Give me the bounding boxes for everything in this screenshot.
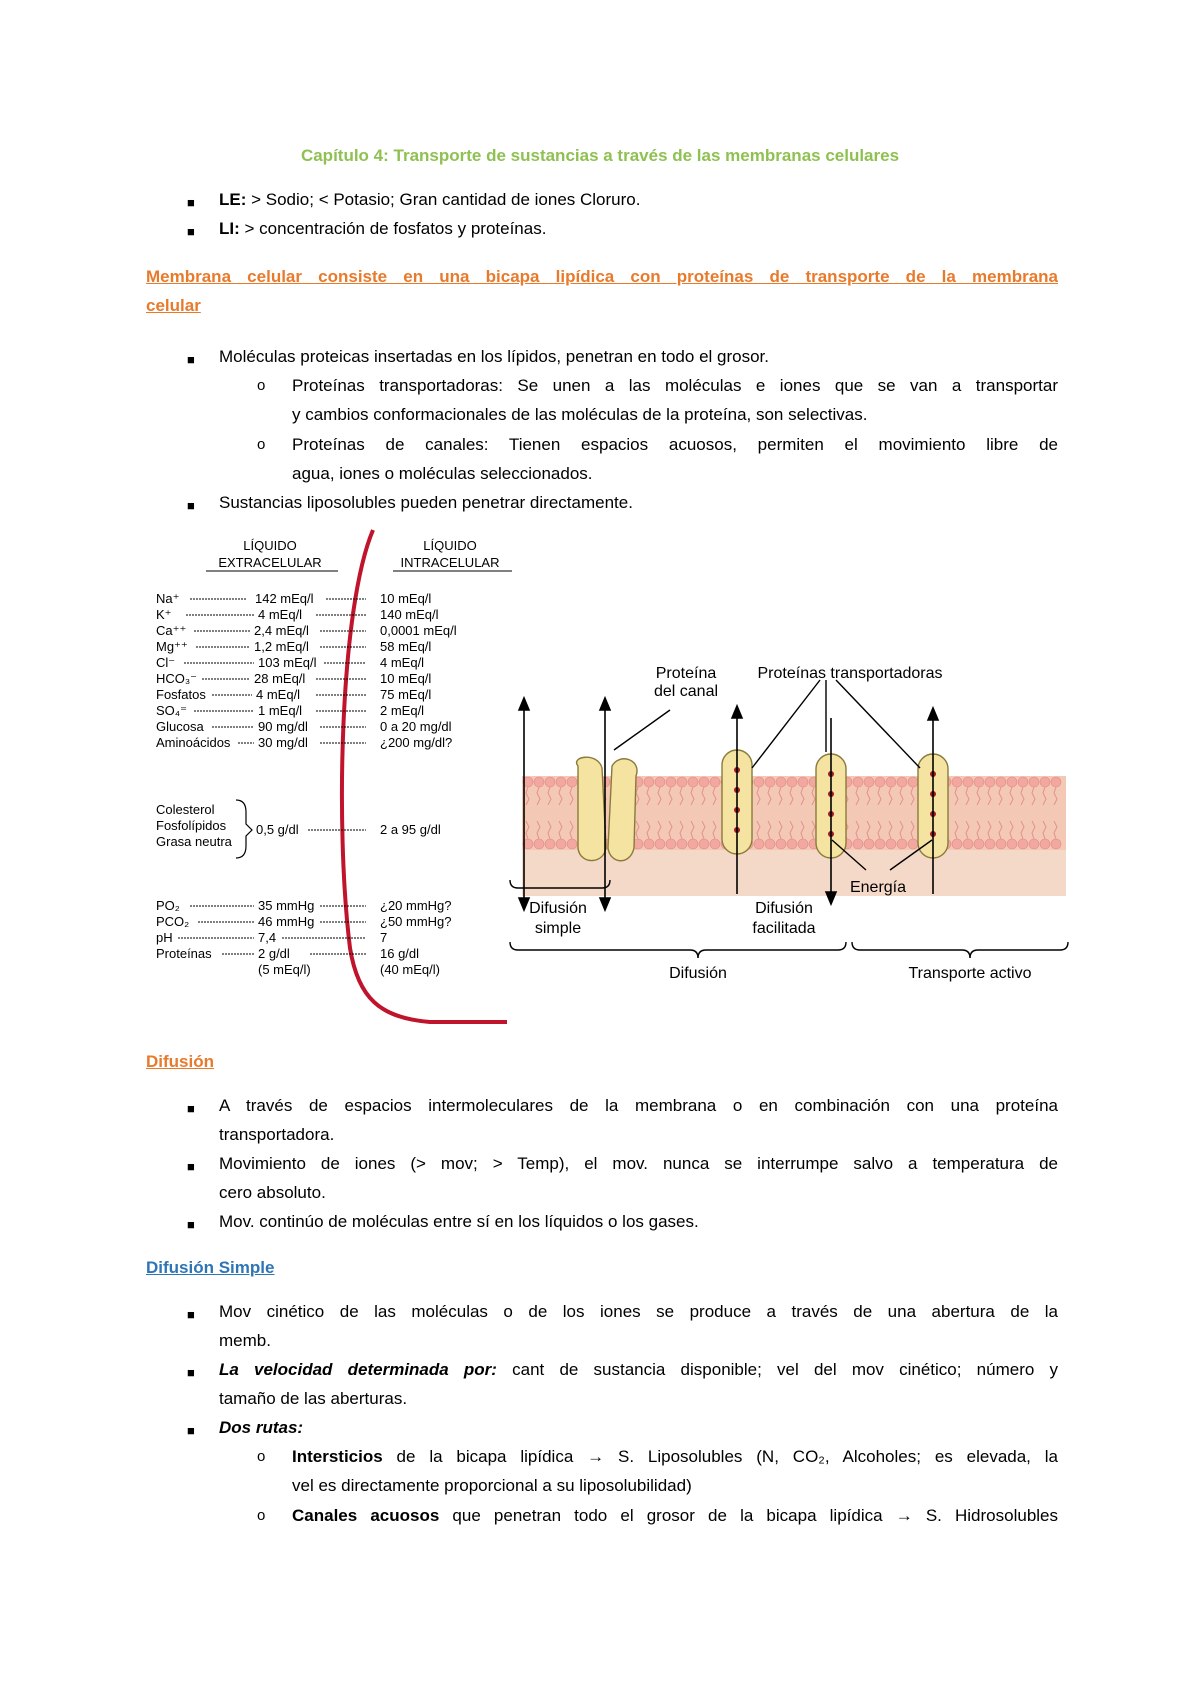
facilitated-diffusion-label-2: facilitada	[752, 920, 816, 937]
lipid-head	[798, 839, 808, 849]
channel-label-2: del canal	[653, 683, 719, 700]
row-hco3	[156, 671, 431, 686]
svg-text:Grasa neutra: Grasa neutra	[156, 834, 232, 849]
extracellular-header-1: LÍQUIDO	[243, 538, 297, 553]
lipid-head	[952, 777, 962, 787]
lipid-head	[875, 777, 885, 787]
lipid-head	[666, 777, 676, 787]
s3-bullet-3: Dos rutas:	[219, 1418, 304, 1437]
svg-text:Fosfatos: Fosfatos	[156, 687, 206, 702]
svg-text:10 mEq/l: 10 mEq/l	[380, 591, 432, 606]
channel-protein-right	[608, 759, 637, 861]
svg-text:Mg⁺⁺: Mg⁺⁺	[156, 639, 188, 654]
lipid-head	[545, 777, 555, 787]
row-proteinas	[156, 946, 440, 977]
lipid-head	[787, 839, 797, 849]
lipid-head	[996, 777, 1006, 787]
svg-text:4 mEq/l: 4 mEq/l	[258, 607, 303, 622]
svg-text:Glucosa: Glucosa	[156, 719, 204, 734]
sub-bullet-marker: o	[257, 436, 266, 453]
bullet-marker: ■	[187, 1217, 195, 1232]
row-ph	[156, 930, 387, 945]
bullet-marker: ■	[187, 352, 195, 367]
svg-text:28 mEq/l: 28 mEq/l	[254, 671, 306, 686]
bullet-marker: ■	[187, 195, 195, 210]
svg-text:1,2 mEq/l: 1,2 mEq/l	[254, 639, 309, 654]
row-po2	[156, 898, 452, 913]
svg-text:Aminoácidos: Aminoácidos	[156, 735, 231, 750]
s1-sub-2-cont: agua, iones o moléculas seleccionados.	[292, 464, 593, 483]
extracellular-header-2: EXTRACELULAR	[218, 555, 322, 570]
row-so4	[156, 703, 424, 718]
lipid-head	[1007, 777, 1017, 787]
lipid-head	[710, 777, 720, 787]
lipid-head	[897, 839, 907, 849]
svg-text:2 g/dl: 2 g/dl	[258, 946, 290, 961]
lipid-head	[556, 777, 566, 787]
lipid-head	[864, 777, 874, 787]
lipid-head	[996, 839, 1006, 849]
svg-text:K⁺: K⁺	[156, 607, 172, 622]
lipid-head	[1051, 777, 1061, 787]
svg-text:58 mEq/l: 58 mEq/l	[380, 639, 432, 654]
lipid-head	[1029, 839, 1039, 849]
s3-sub-2: Canales acuosos que penetran todo el grosor de la bicapa lipídica → S. Hidrosolubles	[292, 1506, 1058, 1525]
row-cl	[156, 655, 424, 670]
lipid-head	[1029, 777, 1039, 787]
lipid-head	[556, 839, 566, 849]
svg-text:(40 mEq/l): (40 mEq/l)	[380, 962, 440, 977]
lipid-head	[776, 777, 786, 787]
lipid-head	[754, 839, 764, 849]
lipid-head	[1018, 839, 1028, 849]
lipid-head	[644, 839, 654, 849]
lipid-head	[765, 777, 775, 787]
lipid-head	[765, 839, 775, 849]
svg-text:4 mEq/l: 4 mEq/l	[380, 655, 425, 670]
svg-text:Na⁺: Na⁺	[156, 591, 180, 606]
svg-text:PO₂: PO₂	[156, 898, 180, 913]
svg-text:2 mEq/l: 2 mEq/l	[380, 703, 425, 718]
lipid-head	[677, 839, 687, 849]
lipid-head	[963, 839, 973, 849]
s2-bullet-3: Mov. continúo de moléculas entre sí en los líquidos o los gases.	[219, 1212, 699, 1231]
s1-bullet-1: Moléculas proteicas insertadas en los lípidos, penetran en todo el grosor.	[219, 347, 769, 366]
bullet-marker: ■	[187, 1365, 195, 1380]
svg-text:¿50 mmHg?: ¿50 mmHg?	[380, 914, 452, 929]
lipid-head	[985, 777, 995, 787]
bullet-marker: ■	[187, 1307, 195, 1322]
svg-text:Colesterol: Colesterol	[156, 802, 215, 817]
lipid-head	[853, 839, 863, 849]
bullet-marker: ■	[187, 1159, 195, 1174]
s2-bullet-2: Movimiento de iones (> mov; > Temp), el mov. nunca se interrumpe salvo a temperatura de	[219, 1154, 1058, 1173]
row-fosfatos	[156, 687, 431, 702]
s2-bullet-1: A través de espacios intermoleculares de la membrana o en combinación con una proteína	[219, 1096, 1058, 1115]
lipid-head	[754, 777, 764, 787]
svg-text:Ca⁺⁺: Ca⁺⁺	[156, 623, 187, 638]
svg-text:¿20 mmHg?: ¿20 mmHg?	[380, 898, 452, 913]
lipid-head	[567, 777, 577, 787]
channel-label-1: Proteína	[655, 665, 717, 682]
svg-text:2,4 mEq/l: 2,4 mEq/l	[254, 623, 309, 638]
lipid-head	[688, 777, 698, 787]
page-title: Capítulo 4: Transporte de sustancias a través de las membranas celulares	[300, 146, 900, 165]
lipid-head	[897, 777, 907, 787]
section-heading-difusion-simple: Difusión Simple	[146, 1258, 275, 1277]
sub-bullet-marker: o	[257, 377, 266, 394]
row-glucosa	[156, 719, 452, 734]
svg-text:1 mEq/l: 1 mEq/l	[258, 703, 303, 718]
lipid-head	[908, 777, 918, 787]
svg-text:142 mEq/l: 142 mEq/l	[255, 591, 314, 606]
row-ca	[156, 623, 457, 638]
s3-sub-1-cont: vel es directamente proporcional a su liposolubilidad)	[292, 1476, 692, 1495]
svg-text:7: 7	[380, 930, 388, 945]
svg-text:(5 mEq/l): (5 mEq/l)	[258, 962, 311, 977]
bullet-marker: ■	[187, 1423, 195, 1438]
svg-text:0,5 g/dl: 0,5 g/dl	[256, 822, 299, 837]
svg-text:¿200 mg/dl?: ¿200 mg/dl?	[380, 735, 453, 750]
lipid-head	[710, 839, 720, 849]
section-heading-membrane: Membrana celular consiste en una bicapa lipídica con proteínas de transporte de la membrana	[146, 267, 1058, 286]
svg-text:PCO₂: PCO₂	[156, 914, 190, 929]
sub-bullet-marker: o	[257, 1448, 266, 1465]
s2-bullet-1-cont: transportadora.	[219, 1125, 335, 1144]
lipid-head	[787, 777, 797, 787]
bullet-marker: ■	[187, 224, 195, 239]
facilitated-diffusion-label-1: Difusión	[755, 900, 813, 917]
row-pco2	[156, 914, 452, 929]
intro-bullet-le: LE: > Sodio; < Potasio; Gran cantidad de iones Cloruro.	[219, 190, 641, 209]
s1-sub-2: Proteínas de canales: Tienen espacios acuosos, permiten el movimiento libre de	[292, 435, 1058, 454]
svg-text:Cl⁻: Cl⁻	[156, 655, 176, 670]
bilayer-diagram	[510, 665, 1068, 982]
lipid-head	[677, 777, 687, 787]
s3-bullet-2-cont: tamaño de las aberturas.	[219, 1389, 408, 1408]
section-heading-difusion: Difusión	[146, 1052, 214, 1071]
lipid-head	[655, 839, 665, 849]
lipid-head	[952, 839, 962, 849]
active-transport-label: Transporte activo	[908, 965, 1032, 982]
lipid-head	[1007, 839, 1017, 849]
svg-text:0 a 20 mg/dl: 0 a 20 mg/dl	[380, 719, 452, 734]
lipid-head	[963, 777, 973, 787]
s3-bullet-2: La velocidad determinada por: cant de sustancia disponible; vel del mov cinético; número y	[219, 1360, 1058, 1379]
lipid-head	[776, 839, 786, 849]
svg-text:35 mmHg: 35 mmHg	[258, 898, 315, 913]
svg-text:140 mEq/l: 140 mEq/l	[380, 607, 439, 622]
svg-text:SO₄⁼: SO₄⁼	[156, 703, 187, 718]
lipid-head	[567, 839, 577, 849]
s2-bullet-2-cont: cero absoluto.	[219, 1183, 326, 1202]
svg-text:75 mEq/l: 75 mEq/l	[380, 687, 432, 702]
lipid-head	[985, 839, 995, 849]
lipid-head	[699, 777, 709, 787]
s3-sub-1: Intersticios de la bicapa lipídica → S. Liposolubles (N, CO₂, Alcoholes; es elevada, la	[292, 1447, 1058, 1466]
lipid-head	[644, 777, 654, 787]
lipid-head	[875, 839, 885, 849]
intracellular-header-2: INTRACELULAR	[400, 555, 500, 570]
svg-text:10 mEq/l: 10 mEq/l	[380, 671, 432, 686]
s1-bullet-2: Sustancias liposolubles pueden penetrar directamente.	[219, 493, 633, 512]
lipid-head	[853, 777, 863, 787]
s3-bullet-1-cont: memb.	[219, 1331, 271, 1350]
lipid-head	[699, 839, 709, 849]
lipid-head	[688, 839, 698, 849]
bullet-marker: ■	[187, 498, 195, 513]
energy-label: Energía	[849, 879, 907, 896]
membrane-figure	[150, 528, 1070, 1028]
lipid-head	[798, 777, 808, 787]
lipid-head	[1051, 839, 1061, 849]
svg-text:pH: pH	[156, 930, 173, 945]
svg-text:2 a 95 g/dl: 2 a 95 g/dl	[380, 822, 441, 837]
row-na	[156, 591, 431, 606]
svg-text:103 mEq/l: 103 mEq/l	[258, 655, 317, 670]
lipid-head	[534, 777, 544, 787]
diffusion-label: Difusión	[669, 965, 727, 982]
svg-text:46 mmHg: 46 mmHg	[258, 914, 315, 929]
simple-diffusion-label-1: Difusión	[529, 900, 587, 917]
intracellular-header-1: LÍQUIDO	[423, 538, 477, 553]
s3-bullet-1: Mov cinético de las moléculas o de los iones se produce a través de una abertura de la	[219, 1302, 1058, 1321]
row-aminoacidos	[156, 735, 452, 750]
svg-text:7,4: 7,4	[258, 930, 277, 945]
lipid-head	[1040, 839, 1050, 849]
lipid-head	[655, 777, 665, 787]
s1-sub-1-cont: y cambios conformacionales de las moléculas de la proteína, son selectivas.	[292, 405, 868, 424]
lipid-head	[534, 839, 544, 849]
svg-text:16 g/dl: 16 g/dl	[380, 946, 420, 961]
simple-diffusion-label-2: simple	[534, 920, 582, 937]
svg-text:30 mg/dl: 30 mg/dl	[258, 735, 308, 750]
svg-text:HCO₃⁻: HCO₃⁻	[156, 671, 198, 686]
lipid-head	[666, 839, 676, 849]
lipid-head	[974, 777, 984, 787]
section-heading-membrane-cont: celular	[146, 296, 201, 315]
svg-text:0,0001 mEq/l: 0,0001 mEq/l	[380, 623, 457, 638]
svg-text:90 mg/dl: 90 mg/dl	[258, 719, 308, 734]
intro-bullet-li: LI: > concentración de fosfatos y proteínas.	[219, 219, 547, 238]
lipid-head	[974, 839, 984, 849]
lipid-head	[1018, 777, 1028, 787]
carriers-label: Proteínas transportadoras	[757, 665, 943, 682]
channel-protein-left	[577, 757, 606, 860]
row-mg	[156, 639, 431, 654]
bullet-marker: ■	[187, 1101, 195, 1116]
s1-sub-1: Proteínas transportadoras: Se unen a las moléculas e iones que se van a transportar	[292, 376, 1058, 395]
electrolyte-table	[156, 591, 457, 977]
svg-text:Fosfolípidos: Fosfolípidos	[156, 818, 227, 833]
lipid-head	[864, 839, 874, 849]
lipid-head	[908, 839, 918, 849]
svg-text:4 mEq/l: 4 mEq/l	[256, 687, 301, 702]
lipid-head	[545, 839, 555, 849]
svg-text:Proteínas: Proteínas	[156, 946, 212, 961]
sub-bullet-marker: o	[257, 1507, 266, 1524]
lipid-head	[886, 839, 896, 849]
row-lipids	[156, 800, 441, 858]
lipid-head	[886, 777, 896, 787]
row-k	[156, 607, 439, 622]
lipid-head	[1040, 777, 1050, 787]
